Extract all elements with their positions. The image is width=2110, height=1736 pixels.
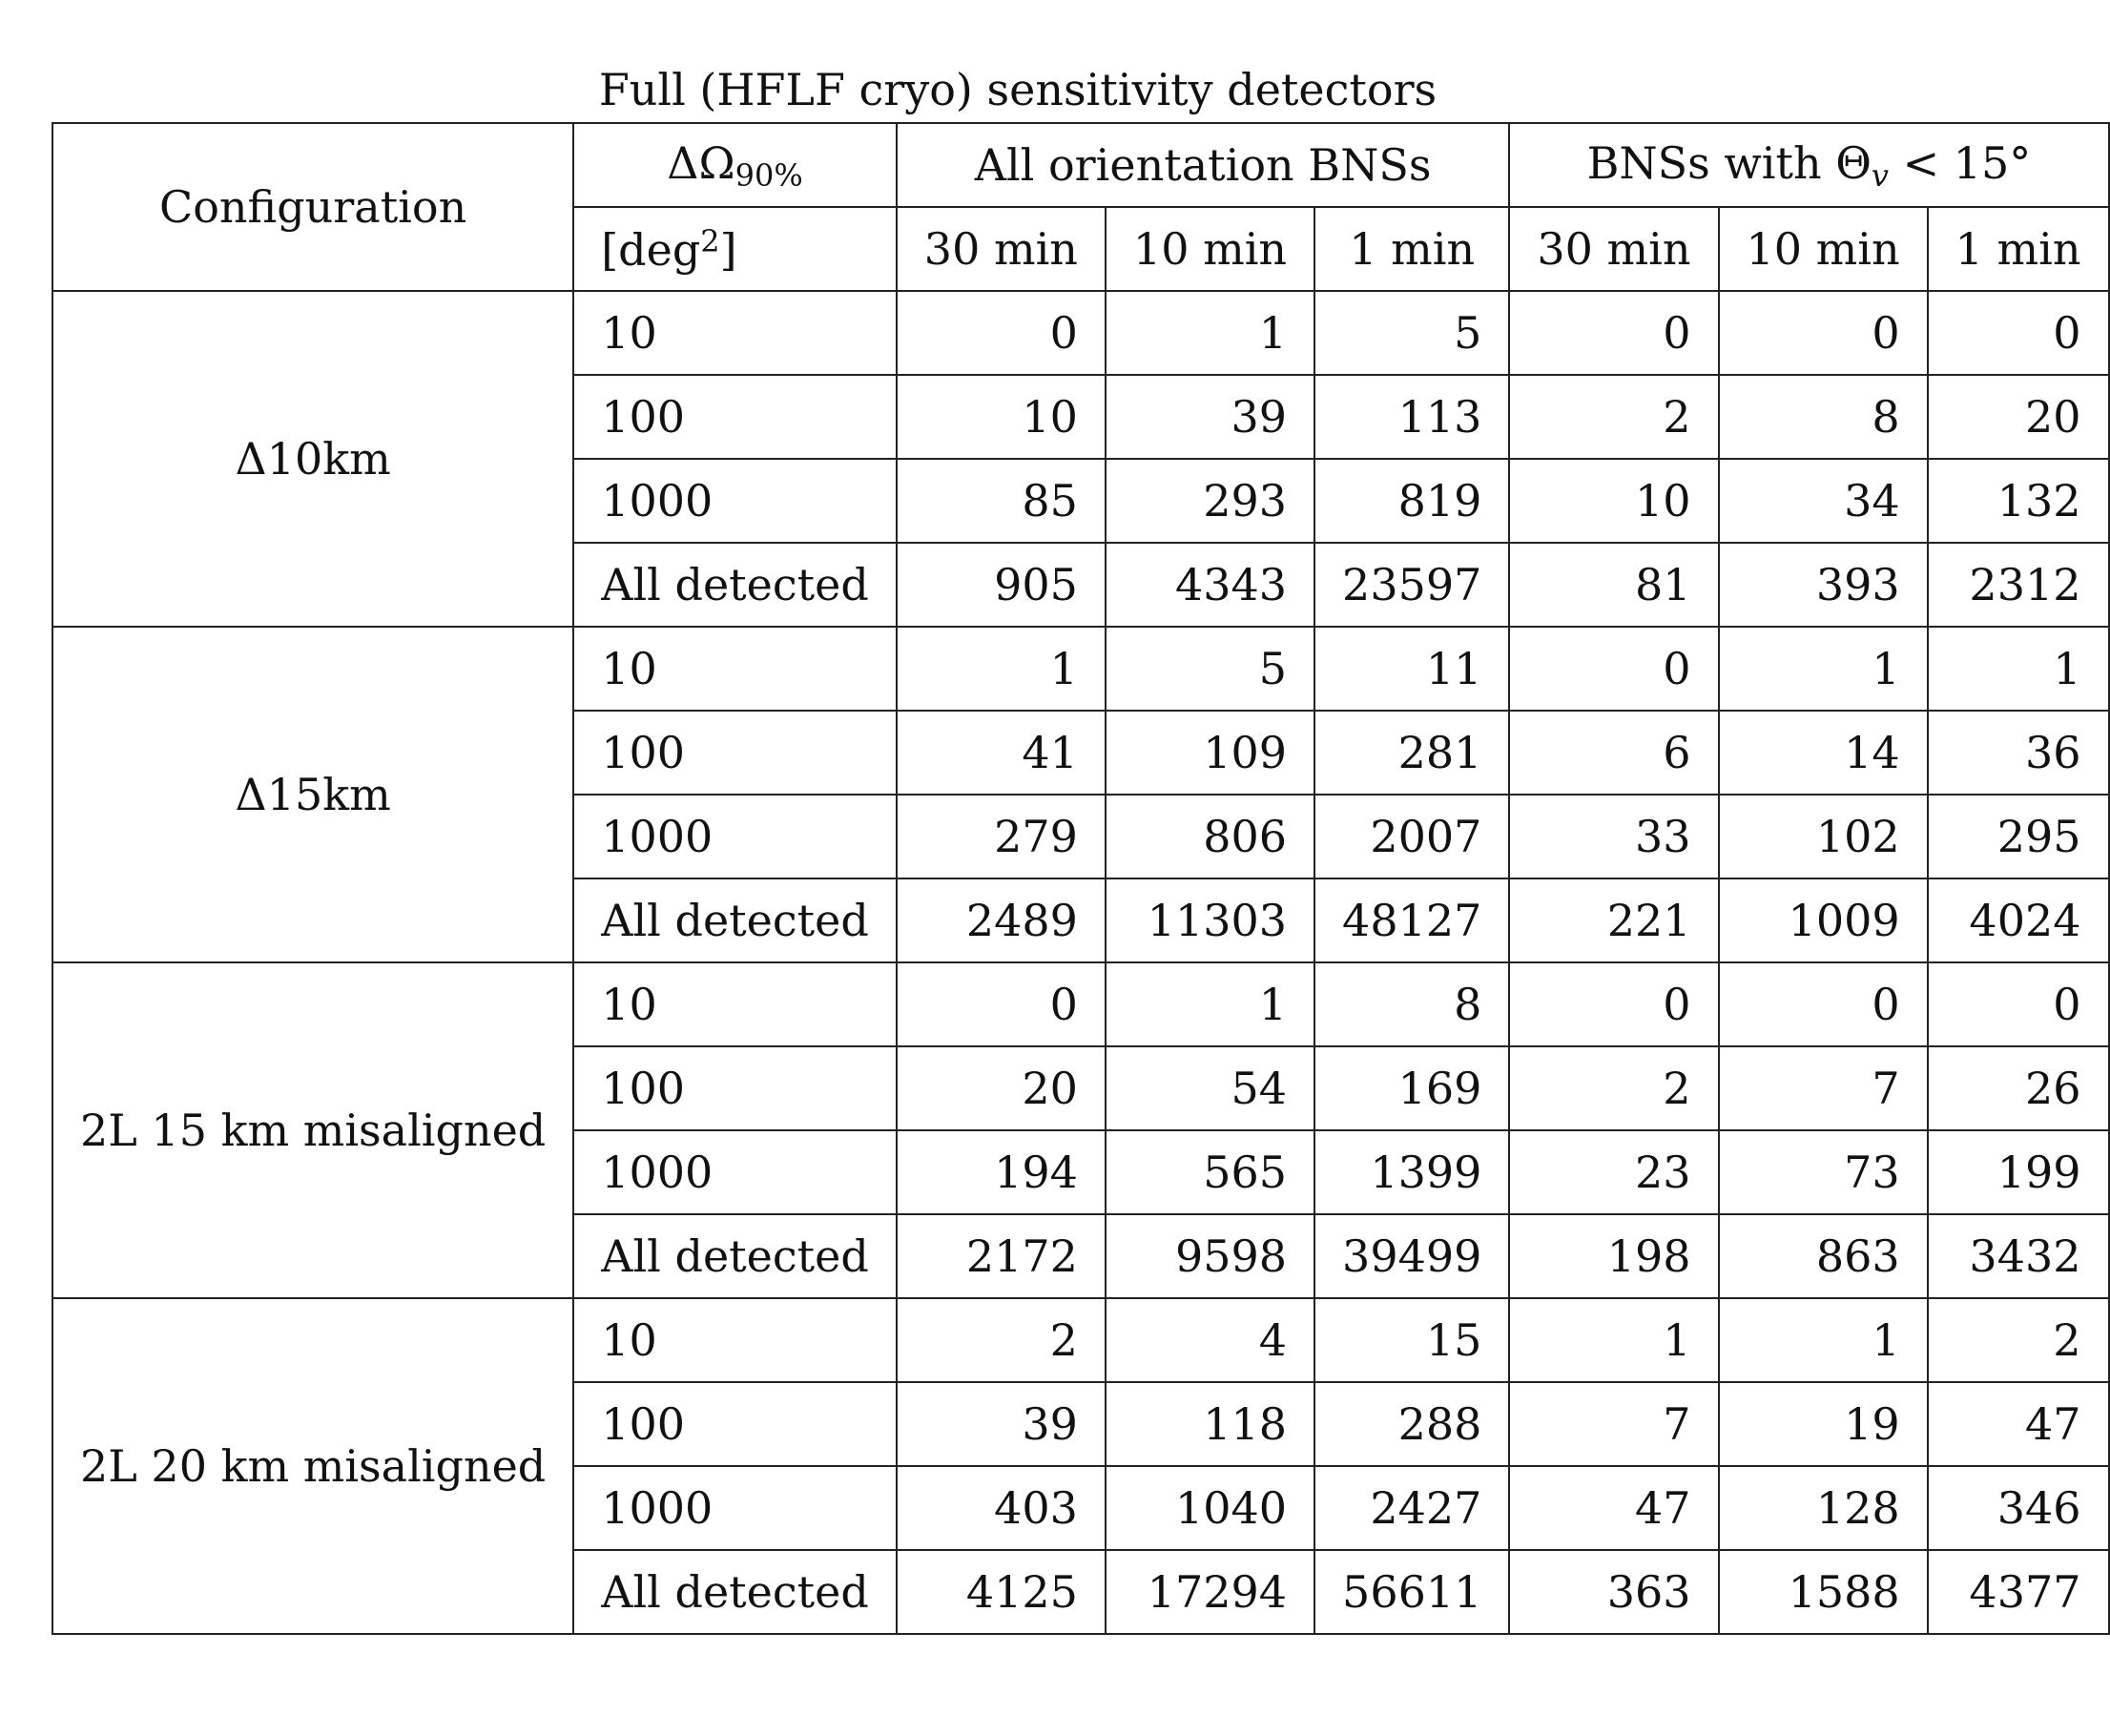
count-cell: 118 [1106,1382,1314,1466]
area-unit-sup: 2 [700,222,720,259]
count-cell: 0 [1719,962,1928,1046]
table-row [52,627,2109,711]
area-unit-post: ] [719,223,737,276]
count-cell: 806 [1106,795,1314,878]
count-cell: 295 [1928,795,2109,878]
count-cell: 23597 [1314,543,1509,627]
count-cell: 565 [1106,1130,1314,1214]
theta-header-bound: < 15° [1888,136,2032,189]
configuration-header: Configuration [52,123,573,291]
count-cell: 198 [1509,1214,1718,1298]
count-cell: 15 [1314,1298,1509,1382]
table-row [52,962,2109,1046]
count-cell: 1 [1928,627,2109,711]
area-threshold: 1000 [573,795,897,878]
count-cell: 819 [1314,459,1509,543]
count-cell: 33 [1509,795,1718,878]
count-cell: 20 [897,1046,1106,1130]
count-cell: 2 [1509,375,1718,459]
configuration-name: 2L 15 km misaligned [52,962,573,1298]
count-cell: 194 [897,1130,1106,1214]
count-cell: 11 [1314,627,1509,711]
count-cell: 56611 [1314,1550,1509,1634]
area-subscript: 90% [734,156,803,194]
area-unit-pre: [deg [601,223,701,276]
count-cell: 1 [1106,291,1314,375]
count-cell: 6 [1509,711,1718,795]
time-header: 10 min [1719,207,1928,291]
count-cell: 10 [897,375,1106,459]
configuration-name: 2L 20 km misaligned [52,1298,573,1634]
count-cell: 403 [897,1466,1106,1550]
count-cell: 2312 [1928,543,2109,627]
count-cell: 4 [1106,1298,1314,1382]
count-cell: 8 [1314,962,1509,1046]
count-cell: 0 [1928,291,2109,375]
count-cell: 23 [1509,1130,1718,1214]
area-threshold: 100 [573,711,897,795]
count-cell: 199 [1928,1130,2109,1214]
count-cell: 10 [1509,459,1718,543]
count-cell: 2427 [1314,1466,1509,1550]
count-cell: 0 [1509,627,1718,711]
area-symbol: ΔΩ [667,136,735,189]
count-cell: 113 [1314,375,1509,459]
count-cell: 2007 [1314,795,1509,878]
count-cell: 863 [1719,1214,1928,1298]
detection-table [52,122,2110,1635]
count-cell: 5 [1314,291,1509,375]
count-cell: 5 [1106,627,1314,711]
area-threshold: 1000 [573,1130,897,1214]
time-header: 1 min [1314,207,1509,291]
count-cell: 36 [1928,711,2109,795]
count-cell: 47 [1509,1466,1718,1550]
count-cell: 128 [1719,1466,1928,1550]
count-cell: 2489 [897,878,1106,962]
count-cell: 47 [1928,1382,2109,1466]
count-cell: 4343 [1106,543,1314,627]
area-threshold: 100 [573,375,897,459]
area-threshold: All detected [573,1550,897,1634]
count-cell: 3432 [1928,1214,2109,1298]
count-cell: 54 [1106,1046,1314,1130]
count-cell: 0 [1928,962,2109,1046]
count-cell: 4125 [897,1550,1106,1634]
count-cell: 34 [1719,459,1928,543]
theta-subscript: v [1871,156,1889,194]
area-threshold: 10 [573,1298,897,1382]
count-cell: 20 [1928,375,2109,459]
area-threshold: 10 [573,627,897,711]
count-cell: 288 [1314,1382,1509,1466]
count-cell: 17294 [1106,1550,1314,1634]
configuration-name: Δ15km [52,627,573,962]
count-cell: 85 [897,459,1106,543]
count-cell: 7 [1719,1046,1928,1130]
count-cell: 2172 [897,1214,1106,1298]
theta-group-header [1509,123,2108,207]
area-threshold: 100 [573,1382,897,1466]
count-cell: 0 [1719,291,1928,375]
table-row [52,291,2109,375]
area-threshold: All detected [573,1214,897,1298]
area-header [573,123,897,207]
count-cell: 363 [1509,1550,1718,1634]
theta-header-text: BNSs with Θ [1586,136,1872,189]
count-cell: 48127 [1314,878,1509,962]
count-cell: 41 [897,711,1106,795]
area-threshold: 1000 [573,1466,897,1550]
count-cell: 4024 [1928,878,2109,962]
count-cell: 2 [1509,1046,1718,1130]
count-cell: 7 [1509,1382,1718,1466]
count-cell: 19 [1719,1382,1928,1466]
count-cell: 109 [1106,711,1314,795]
count-cell: 169 [1314,1046,1509,1130]
count-cell: 279 [897,795,1106,878]
count-cell: 73 [1719,1130,1928,1214]
count-cell: 0 [897,962,1106,1046]
count-cell: 1040 [1106,1466,1314,1550]
area-threshold: All detected [573,878,897,962]
time-header: 1 min [1928,207,2109,291]
count-cell: 132 [1928,459,2109,543]
count-cell: 1399 [1314,1130,1509,1214]
count-cell: 393 [1719,543,1928,627]
count-cell: 221 [1509,878,1718,962]
time-header: 30 min [897,207,1106,291]
count-cell: 0 [1509,291,1718,375]
area-threshold: 100 [573,1046,897,1130]
count-cell: 905 [897,543,1106,627]
area-unit-header [573,207,897,291]
count-cell: 1 [1509,1298,1718,1382]
count-cell: 1 [1719,1298,1928,1382]
count-cell: 8 [1719,375,1928,459]
count-cell: 81 [1509,543,1718,627]
count-cell: 1009 [1719,878,1928,962]
count-cell: 1 [897,627,1106,711]
count-cell: 102 [1719,795,1928,878]
time-header: 10 min [1106,207,1314,291]
count-cell: 14 [1719,711,1928,795]
area-threshold: 10 [573,291,897,375]
count-cell: 9598 [1106,1214,1314,1298]
count-cell: 1 [1106,962,1314,1046]
area-threshold: 1000 [573,459,897,543]
header-row-1 [52,123,2109,207]
configuration-name: Δ10km [52,291,573,627]
count-cell: 2 [897,1298,1106,1382]
count-cell: 11303 [1106,878,1314,962]
time-header: 30 min [1509,207,1718,291]
count-cell: 39 [1106,375,1314,459]
area-threshold: 10 [573,962,897,1046]
count-cell: 1 [1719,627,1928,711]
all-orientation-group-header: All orientation BNSs [897,123,1510,207]
count-cell: 26 [1928,1046,2109,1130]
count-cell: 293 [1106,459,1314,543]
count-cell: 39499 [1314,1214,1509,1298]
area-threshold: All detected [573,543,897,627]
count-cell: 39 [897,1382,1106,1466]
count-cell: 346 [1928,1466,2109,1550]
table-row [52,1298,2109,1382]
count-cell: 0 [1509,962,1718,1046]
count-cell: 1588 [1719,1550,1928,1634]
table-caption: Full (HFLF cryo) sensitivity detectors [598,64,1438,115]
count-cell: 0 [897,291,1106,375]
count-cell: 2 [1928,1298,2109,1382]
count-cell: 4377 [1928,1550,2109,1634]
count-cell: 281 [1314,711,1509,795]
